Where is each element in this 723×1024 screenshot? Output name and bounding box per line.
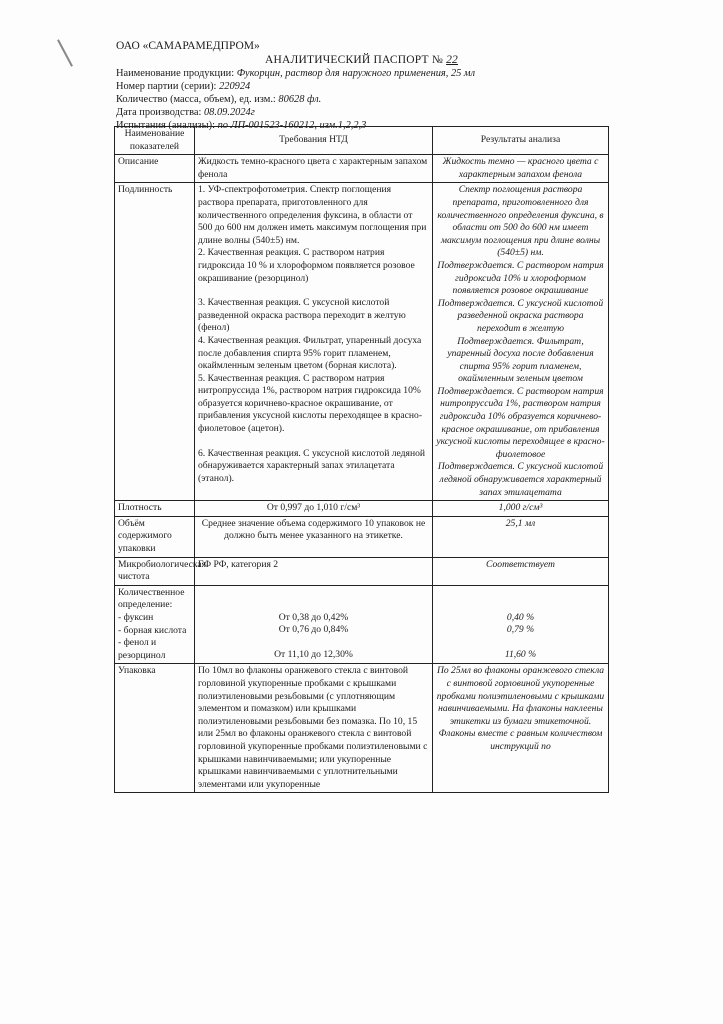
analysis-table: [114, 126, 609, 793]
row-name: Подлинность: [115, 183, 195, 501]
res-test-4: Подтверждается. Фильтрат, упаренный досуха после добавления спирта 95% горит пламенем, окаймленным зеленым цветом: [447, 335, 594, 385]
header-requirements: Требования НТД: [195, 127, 433, 155]
row-requirement: По 10мл во флаконы оранжевого стекла с винтовой горловиной укупоренные пробками с крышками полиэтиленовыми резьбовыми (с уплотняющим элементом и помазком) или крышками полиэтиленовыми резьбовыми без помазка. По 10, 15 или 25мл во флаконы оранжевого стекла с винтовой горловиной укупоренные пробками полиэтиленовыми с крышками навинчиваемыми; или укупоренные крышками навинчиваемыми с уплотнительными элементами или укупоренные: [195, 664, 433, 793]
row-name: Количественное определение: - фуксин - борная кислота - фенол и резорцинол: [115, 585, 195, 664]
res-test-1: Спектр поглощения раствора препарата, приготовленного для количественного определения фуксина, в области от 500 до 600 нм имеет максимум поглощения при длине волны (540±5) нм.: [437, 184, 604, 259]
meta-tests: Испытания (анализы): по ЛП-001523-160212, изм.1,2,2,3: [116, 120, 367, 131]
table-header-row: [115, 127, 609, 155]
meta-quantity: Количество (масса, объем), ед. изм.: 80628 фл.: [116, 94, 322, 105]
document-title-text: АНАЛИТИЧЕСКИЙ ПАСПОРТ №: [265, 54, 443, 66]
header-results: Результаты анализа: [433, 127, 609, 155]
res-test-5: Подтверждается. С раствором натрия нитропруссида 1%, раствором натрия гидроксида 10% образуется коричнево-красное окрашивание, от прибавления уксусной кислоты переходящее в красно-фиолетовое: [436, 385, 605, 460]
table-row-upakovka: [115, 664, 609, 793]
row-requirement: Среднее значение объема содержимого 10 упаковок не должно быть менее указанного на этикетке.: [195, 516, 433, 557]
table-row-plotnost: [115, 501, 609, 517]
row-requirement: Жидкость темно-красного цвета с характерным запахом фенола: [195, 155, 433, 183]
row-result: По 25мл во флаконы оранжевого стекла с винтовой горловиной укупоренные пробками полиэтиленовыми с крышками навинчиваемыми. На флаконы наклеены этикетки из бумаги этикеточной. Флаконы вместе с равным количеством инструкций по: [433, 664, 609, 793]
row-name: Микробиологическая чистота: [115, 557, 195, 585]
meta-product-name: Наименование продукции: Фукорцин, раствор для наружного применения, 25 мл: [116, 68, 476, 79]
row-name: Упаковка: [115, 664, 195, 793]
row-result: 0,40 % 0,79 % 11,60 %: [433, 585, 609, 664]
row-result: Жидкость темно — красного цвета с характерным запахом фенола: [433, 155, 609, 183]
req-test-6: 6. Качественная реакция. С уксусной кислотой ледяной обнаруживается характерный запах этилацетата (этанол).: [198, 447, 426, 484]
req-test-3: 3. Качественная реакция. С уксусной кислотой разведенной окраска раствора переходит в желтую (фенол): [198, 297, 406, 334]
document-number: 22: [446, 54, 458, 66]
meta-production-date: Дата производства: 08.09.2024г: [116, 107, 255, 118]
row-result: 1,000 г/см³: [433, 501, 609, 517]
row-name: Описание: [115, 155, 195, 183]
header-indicator: Наименование показателей: [115, 127, 195, 155]
product-meta: [116, 67, 475, 132]
res-test-2: Подтверждается. С раствором натрия гидроксида 10% и хлороформом появляется розовое окрашивание: [437, 259, 604, 297]
document-title: [0, 54, 723, 66]
row-requirement: От 0,997 до 1,010 г/см³: [195, 501, 433, 517]
meta-batch-number: Номер партии (серии): 220924: [116, 81, 251, 92]
row-name: Плотность: [115, 501, 195, 517]
row-result: [433, 183, 609, 501]
res-test-3: Подтверждается. С уксусной кислотой разведенной окраска раствора переходит в желтую: [437, 297, 604, 334]
req-test-5: 5. Качественная реакция. С раствором натрия нитропруссида 1%, раствором натрия гидроксида 10% образуется коричнево-красное окрашивание, от прибавления уксусной кислоты переходящее в красно-фиолетовое (ацетон).: [198, 372, 423, 435]
table-row-opisanie: [115, 155, 609, 183]
row-result: 25,1 мл: [433, 516, 609, 557]
company-name: ОАО «САМАРАМЕДПРОМ»: [116, 40, 260, 52]
table-row-obem: [115, 516, 609, 557]
table-row-podlinnost: [115, 183, 609, 501]
res-test-6: Подтверждается. С уксусной кислотой ледяной обнаруживается характерный запах этилацетата: [437, 461, 604, 498]
row-result: Соответствует: [433, 557, 609, 585]
table-row-kolich: [115, 585, 609, 664]
row-requirement: От 0,38 до 0,42% От 0,76 до 0,84% От 11,10 до 12,30%: [195, 585, 433, 664]
row-name: Объём содержимого упаковки: [115, 516, 195, 557]
req-test-1: 1. УФ-спектрофотометрия. Спектр поглощения раствора препарата, приготовленного для количественного определения фуксина, в области от 500 до 600 нм должен иметь максимум поглощения при длине волны (540±5) нм.: [198, 184, 427, 246]
req-test-2: 2. Качественная реакция. С раствором натрия гидроксида 10 % и хлороформом появляется розовое окрашивание (резорцинол): [198, 247, 415, 284]
req-test-4: 4. Качественная реакция. Фильтрат, упаренный досуха после добавления спирта 95% горит пламенем, окаймленным зеленым цветом (борная кислота).: [198, 334, 422, 372]
row-requirement: ГФ РФ, категория 2: [195, 557, 433, 585]
table-row-mikro: [115, 557, 609, 585]
row-requirement: [195, 183, 433, 501]
